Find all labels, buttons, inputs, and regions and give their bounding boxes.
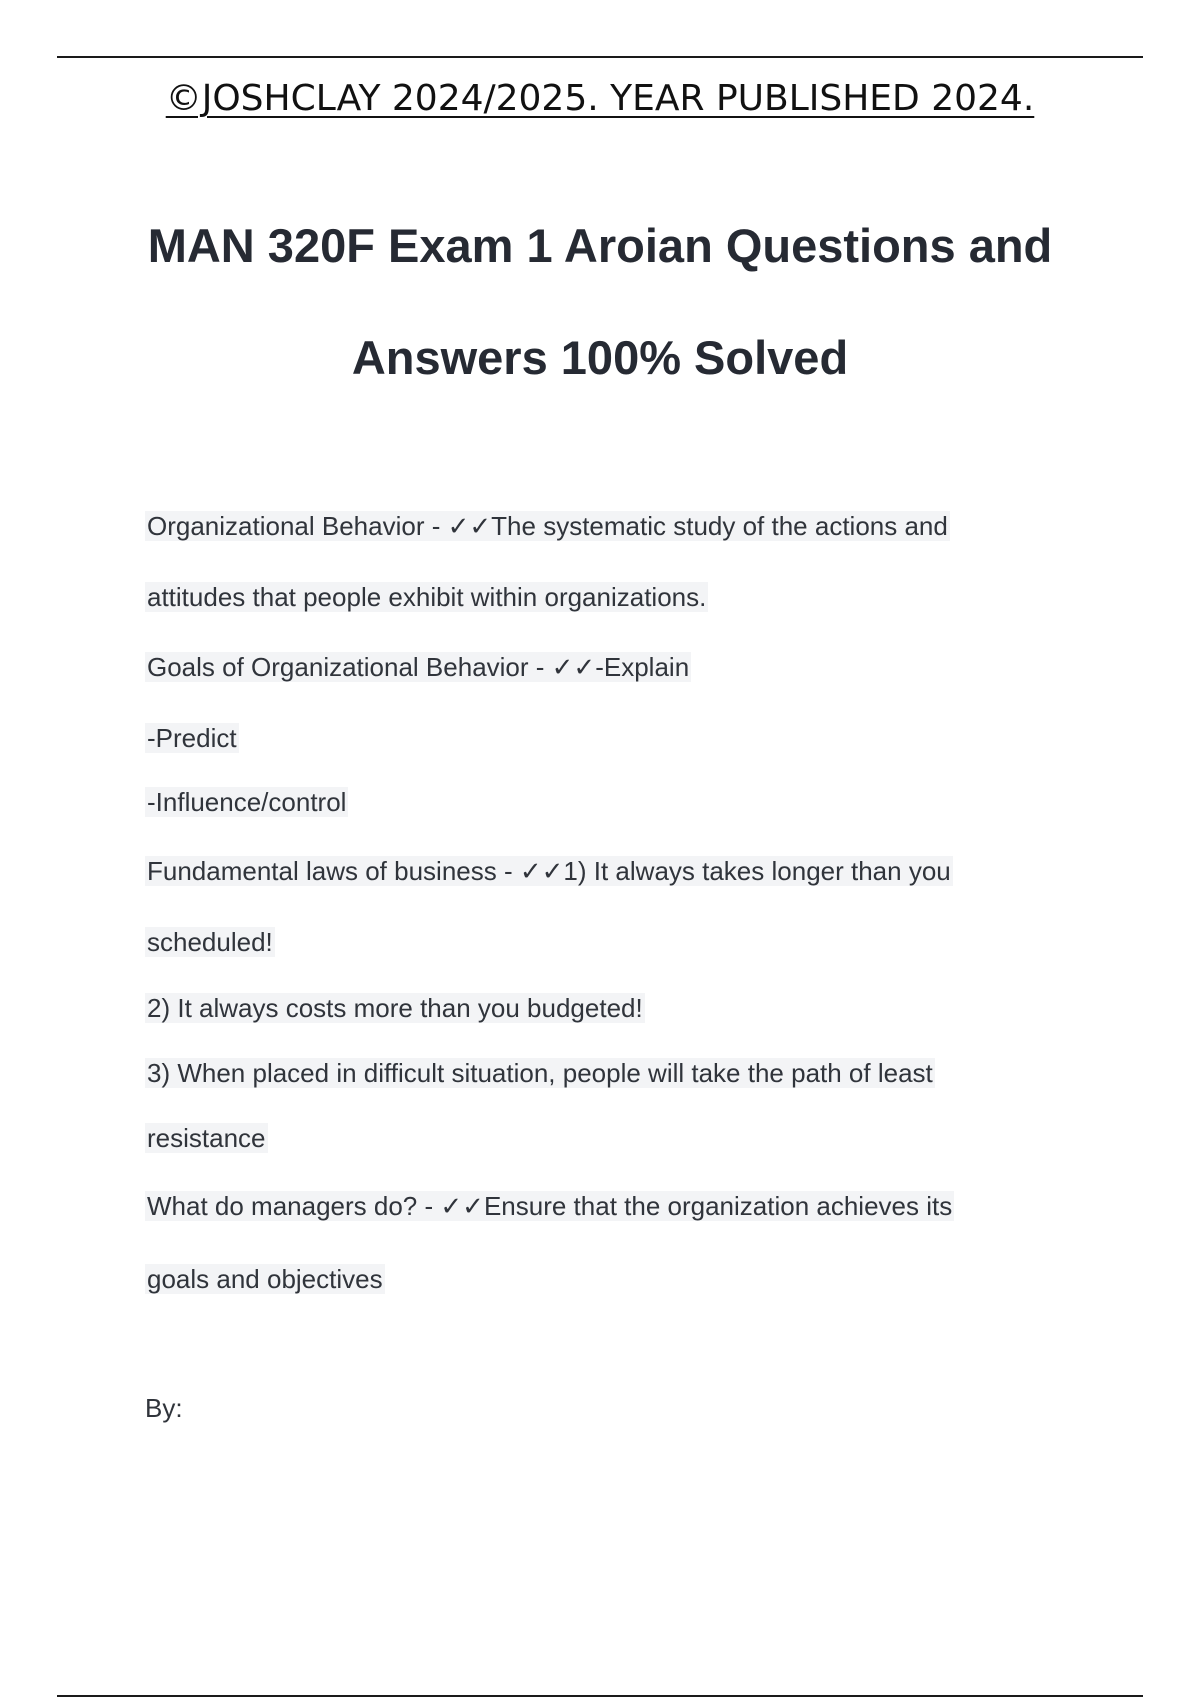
body-line: attitudes that people exhibit within organizations. [147, 582, 707, 612]
copyright-header [0, 78, 1200, 119]
body-line: -Influence/control [147, 787, 347, 817]
body-line: -Predict [147, 723, 237, 753]
body-line: Goals of Organizational Behavior - ✓✓-Explain [147, 652, 690, 682]
body-line: 2) It always costs more than you budgeted! [147, 993, 643, 1023]
document-title-line-1: MAN 320F Exam 1 Aroian Questions and [147, 219, 1053, 272]
body-line: Organizational Behavior - ✓✓The systematic study of the actions and [147, 511, 948, 541]
body-line: scheduled! [147, 927, 273, 957]
body-line: goals and objectives [147, 1264, 383, 1294]
body-line: Fundamental laws of business - ✓✓1) It always takes longer than you [147, 856, 951, 886]
bottom-rule [57, 1695, 1143, 1697]
body-line: What do managers do? - ✓✓Ensure that the organization achieves its [147, 1191, 953, 1221]
body-line: 3) When placed in difficult situation, people will take the path of least [147, 1058, 933, 1088]
copyright-text: ©JOSHCLAY 2024/2025. YEAR PUBLISHED 2024. [165, 78, 1035, 119]
top-rule [57, 56, 1143, 58]
body-line: resistance [147, 1123, 266, 1153]
byline: By: [145, 1393, 183, 1423]
document-title-line-2: Answers 100% Solved [351, 331, 849, 384]
